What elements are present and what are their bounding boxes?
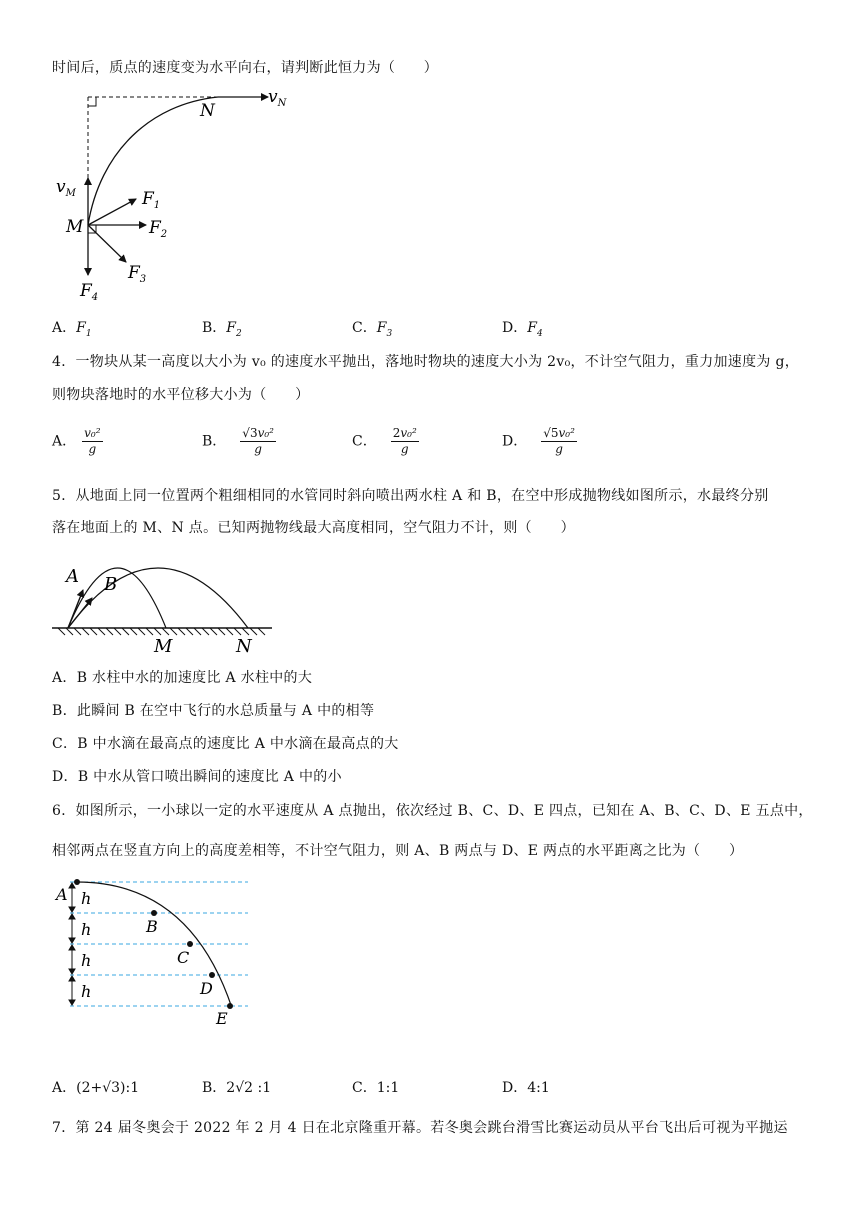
- q4-option-b[interactable]: B． $\frac{\text{√3v₀²}}{g}$: [202, 426, 274, 456]
- point-M-label: M: [66, 217, 84, 237]
- q5-option-a[interactable]: A．B 水柱中水的加速度比 A 水柱中的大: [52, 670, 313, 686]
- point-A-label: A: [56, 885, 68, 904]
- svg-text:h: h: [81, 889, 92, 908]
- point-D-label: D: [200, 979, 213, 998]
- svg-text:h: h: [81, 982, 92, 1001]
- q5-option-d[interactable]: D．B 中水从管口喷出瞬间的速度比 A 中的小: [52, 769, 342, 785]
- q3-stem-tail: 时间后，质点的速度变为水平向右，请判断此恒力为（ ）: [52, 60, 439, 76]
- svg-text:F2: $F_2$: [149, 218, 168, 240]
- svg-text:F3: $F_3$: [128, 263, 147, 285]
- q4-stem-line2: 则物块落地时的水平位移大小为（ ）: [52, 387, 310, 403]
- svg-text:h: h: [81, 920, 92, 939]
- q5-option-b[interactable]: B．此瞬间 B 在空中飞行的水总质量与 A 中的相等: [52, 703, 375, 719]
- svg-text:h: h: [81, 951, 92, 970]
- point-E-label: E: [216, 1009, 228, 1028]
- F1-arrow: [88, 199, 136, 225]
- q3-force-diagram: [50, 82, 310, 314]
- q6-option-a[interactable]: A．(2+√3):1: [52, 1080, 140, 1096]
- point-C-label: C: [177, 948, 190, 967]
- q7-stem-line1: 7．第 24 届冬奥会于 2022 年 2 月 4 日在北京隆重开幕。若冬奥会跳台滑雪比赛运动员从平台飞出后可视为平抛运: [52, 1120, 788, 1136]
- svg-text:vM: $v_M$: [56, 177, 76, 199]
- parabola-B: [68, 568, 248, 628]
- q3-option-b[interactable]: B．$F_2$: [202, 320, 242, 339]
- q6-stem-line2: 相邻两点在竖直方向上的高度差相等，不计空气阻力，则 A、B 两点与 D、E 两点的水平距离之比为（ ）: [52, 843, 744, 859]
- q6-stem-line1: 6．如图所示，一小球以一定的水平速度从 A 点抛出，依次经过 B、C、D、E 四点，已知在 A、B、C、D、E 五点中，: [52, 803, 813, 819]
- point-M-label: M: [154, 636, 173, 657]
- svg-text:F1: $F_1$: [142, 189, 161, 211]
- jet-B-label: B: [104, 574, 118, 595]
- q6-option-b[interactable]: B．2√2 :1: [202, 1080, 272, 1096]
- q3-option-d[interactable]: D．$F_4$: [502, 320, 543, 339]
- svg-text:vN: $v_N$: [268, 87, 287, 109]
- jet-A-label: A: [66, 566, 79, 587]
- q6-option-c[interactable]: C．1:1: [352, 1080, 400, 1096]
- q6-projectile-diagram: [50, 872, 260, 1032]
- q5-water-jets-diagram: [50, 546, 280, 658]
- q6-option-d[interactable]: D．4:1: [502, 1080, 550, 1096]
- q4-option-c[interactable]: C． $\frac{\text{2v₀²}}{g}$: [352, 426, 417, 456]
- point-B-label: B: [146, 917, 158, 936]
- point-N-label: N: [200, 101, 215, 121]
- q5-stem-line1: 5．从地面上同一位置两个粗细相同的水管同时斜向喷出两水柱 A 和 B，在空中形成抛物线如图所示，水最终分别: [52, 488, 769, 504]
- q3-option-a[interactable]: A．$F_1$: [52, 320, 92, 339]
- q5-stem-line2: 落在地面上的 M、N 点。已知两抛物线最大高度相同，空气阻力不计，则（ ）: [52, 520, 575, 536]
- F3-arrow: [88, 225, 126, 262]
- point-N-label: N: [236, 636, 252, 657]
- q4-stem-line1: 4．一物块从某一高度以大小为 v₀ 的速度水平抛出，落地时物块的速度大小为 2v₀，不计空气阻力，重力加速度为 g，: [52, 354, 800, 370]
- q4-option-d[interactable]: D． $\frac{\text{√5v₀²}}{g}$: [502, 426, 575, 456]
- q4-option-a[interactable]: A． $\frac{\text{v₀²}}{g}$: [52, 426, 101, 456]
- q3-option-c[interactable]: C．$F_3$: [352, 320, 393, 339]
- q5-option-c[interactable]: C．B 中水滴在最高点的速度比 A 中水滴在最高点的大: [52, 736, 399, 752]
- svg-text:F4: $F_4$: [80, 281, 99, 303]
